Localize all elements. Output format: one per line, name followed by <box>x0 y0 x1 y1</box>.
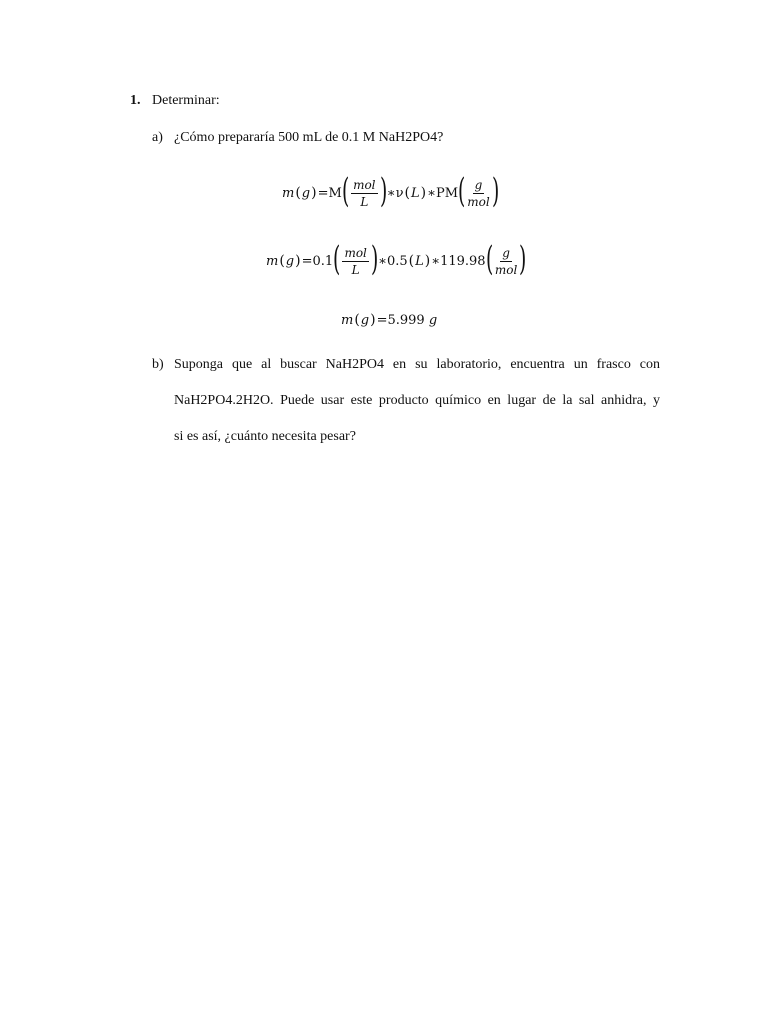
eq1-g: g <box>301 185 311 201</box>
part-a-marker: a) <box>152 130 163 145</box>
eq1-m: m <box>282 185 295 201</box>
eq3-m: m <box>341 312 354 328</box>
eq1-fraction-2: $\frac{g}{\text{mol}}$ <box>467 177 490 209</box>
part-a-question: ¿Cómo prepararía 500 mL de 0.1 M NaH2PO4? <box>174 130 444 145</box>
item-title: Determinar: <box>152 93 220 108</box>
item-number: 1. <box>130 93 141 108</box>
eq1-mid2: ∗PM <box>427 185 459 201</box>
eq3-result: =5.999 <box>376 312 425 328</box>
equation-formula: m ( g ) =M ( $\frac{\text{mol}}{L}$ ) ∗ν ( L ) ∗PM ( $\frac{g}{\text{mol}}$ ) <box>282 171 500 211</box>
eq2-L: L <box>415 253 424 269</box>
equation-result: m ( g ) =5.999 g <box>341 312 438 328</box>
eq2-fraction-1: $\frac{\text{mol}}{L}$ <box>344 245 367 277</box>
part-b-line-2: NaH2PO4.2H2O. Puede usar este producto químico en lugar de la sal anhidra, y <box>174 393 660 408</box>
eq1-equals-m: =M <box>317 185 342 201</box>
eq2-fraction-2: $\frac{g}{\text{mol}}$ <box>494 245 518 277</box>
eq3-unit: g <box>428 312 438 328</box>
eq3-g: g <box>360 312 370 328</box>
part-b-marker: b) <box>152 357 164 372</box>
eq2-mid2: ∗119.98 <box>431 253 486 269</box>
part-b-line-3: si es así, ¿cuánto necesita pesar? <box>174 429 356 444</box>
eq2-equals-value: =0.1 <box>301 253 334 269</box>
eq2-m: m <box>266 253 279 269</box>
eq1-mid: ∗ν <box>386 185 404 201</box>
eq1-L: L <box>411 185 420 201</box>
eq1-fraction-1: $\frac{\text{mol}}{L}$ <box>353 177 376 209</box>
part-b-line-1: Suponga que al buscar NaH2PO4 en su laboratorio, encuentra un frasco con <box>174 357 660 372</box>
equation-substitution: m ( g ) =0.1 ( $\frac{\text{mol}}{L}$ ) ∗0.5 ( L ) ∗119.98 ( $\frac{g}{\text{mol}}$ ) <box>266 239 527 279</box>
eq2-mid: ∗0.5 <box>378 253 408 269</box>
eq2-g: g <box>285 253 295 269</box>
